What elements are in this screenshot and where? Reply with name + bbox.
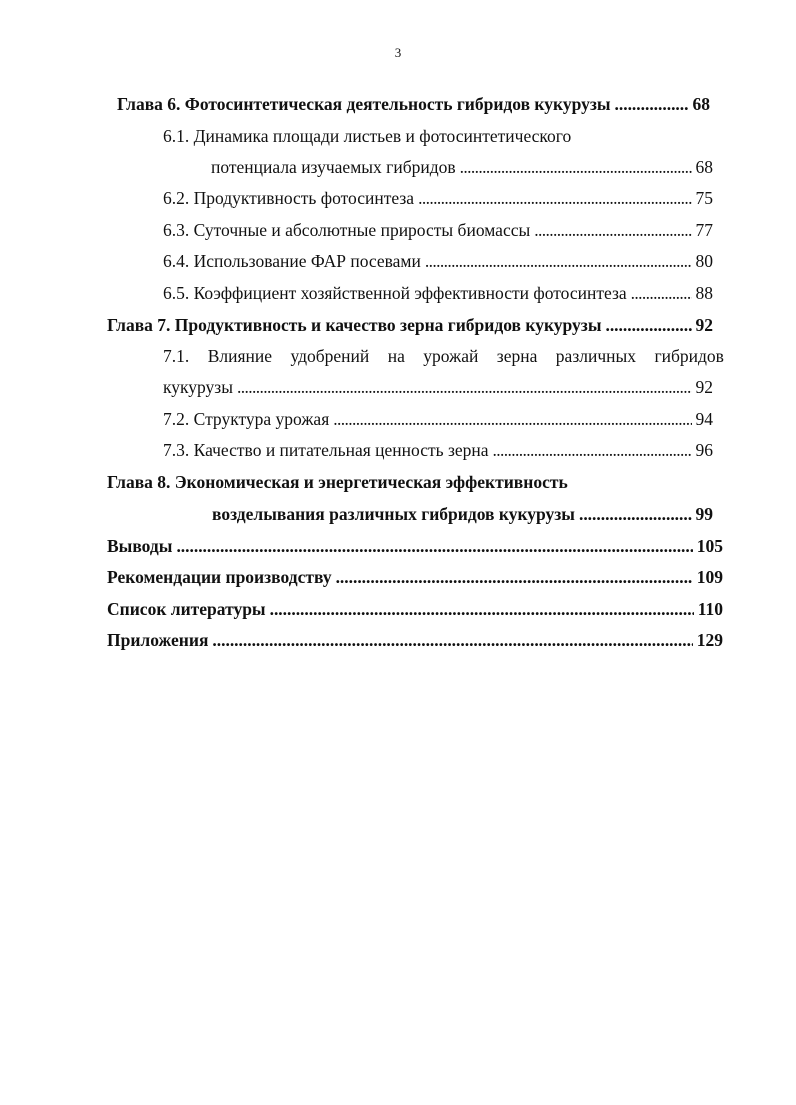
toc-entry-title: 6.5. Коэффициент хозяйственной эффективности фотосинтеза bbox=[163, 283, 627, 303]
toc-entry-title: Глава 7. Продуктивность и качество зерна гибридов кукурузы bbox=[107, 315, 602, 335]
toc-leader bbox=[534, 218, 691, 242]
toc-entry-recommendations[interactable] bbox=[107, 565, 723, 589]
toc-leader bbox=[460, 155, 692, 179]
toc-leader bbox=[493, 438, 692, 462]
toc-entry-title: Глава 6. Фотосинтетическая деятельность гибридов кукурузы bbox=[117, 94, 611, 114]
toc-word: удобрений bbox=[290, 346, 370, 366]
toc-leader bbox=[176, 534, 692, 558]
toc-entry-title: потенциала изучаемых гибридов bbox=[211, 157, 456, 177]
toc-word: на bbox=[387, 346, 405, 366]
toc-entry-title: Приложения bbox=[107, 630, 209, 650]
toc-word: гибридов bbox=[654, 346, 724, 366]
toc-word: различных bbox=[555, 346, 636, 366]
toc-entry-title: 6.4. Использование ФАР посевами bbox=[163, 251, 421, 271]
toc-entry-page: 68 bbox=[692, 94, 710, 114]
toc-entry-title: 6.2. Продуктивность фотосинтеза bbox=[163, 188, 415, 208]
toc-entry-title: Выводы bbox=[107, 536, 173, 556]
toc-entry-title: 7.2. Структура урожая bbox=[163, 409, 330, 429]
toc-entry-6-4[interactable] bbox=[163, 249, 713, 273]
toc-entry-7-2[interactable] bbox=[163, 407, 713, 431]
toc-leader bbox=[270, 597, 694, 621]
toc-entry-title: 6.3. Суточные и абсолютные приросты биомассы bbox=[163, 220, 531, 240]
toc-entry-page: 129 bbox=[696, 630, 723, 650]
toc-leader bbox=[631, 281, 692, 305]
toc-entry-page: 94 bbox=[695, 409, 713, 429]
toc-entry-chapter-7[interactable] bbox=[107, 313, 713, 337]
toc-word: 7.1. bbox=[163, 346, 190, 366]
toc-leader bbox=[336, 565, 693, 589]
toc-entry-page: 99 bbox=[695, 504, 713, 524]
toc-leader bbox=[425, 249, 692, 273]
toc-word: зерна bbox=[496, 346, 538, 366]
toc-entry-page: 68 bbox=[695, 157, 713, 177]
toc-entry-chapter-6[interactable] bbox=[117, 92, 710, 116]
toc-entry-title: Список литературы bbox=[107, 599, 266, 619]
toc-entry-chapter-8[interactable] bbox=[212, 502, 713, 526]
toc-leader bbox=[615, 92, 689, 116]
toc-entry-page: 92 bbox=[695, 377, 713, 397]
toc-leader bbox=[605, 313, 691, 337]
toc-entry-6-1[interactable] bbox=[211, 155, 713, 179]
toc-word: урожай bbox=[423, 346, 479, 366]
toc-entry-conclusions[interactable] bbox=[107, 534, 723, 558]
toc-leader bbox=[237, 375, 692, 399]
toc-entry-chapter-8-line1[interactable]: Глава 8. Экономическая и энергетическая эффективность bbox=[107, 472, 568, 492]
toc-entry-page: 96 bbox=[695, 440, 713, 460]
toc-entry-title: 7.3. Качество и питательная ценность зерна bbox=[163, 440, 489, 460]
toc-entry-page: 88 bbox=[695, 283, 713, 303]
toc-entry-6-3[interactable] bbox=[163, 218, 713, 242]
toc-entry-7-1-line1[interactable] bbox=[163, 344, 724, 368]
toc-entry-6-5[interactable] bbox=[163, 281, 713, 305]
toc-entry-7-1[interactable] bbox=[163, 375, 713, 399]
toc-entry-6-2[interactable] bbox=[163, 186, 713, 210]
toc-entry-title: кукурузы bbox=[163, 377, 233, 397]
toc-word: Влияние bbox=[207, 346, 273, 366]
toc-entry-7-3[interactable] bbox=[163, 438, 713, 462]
toc-leader bbox=[418, 186, 691, 210]
toc-entry-appendices[interactable] bbox=[107, 628, 723, 652]
toc-entry-title: возделывания различных гибридов кукурузы bbox=[212, 504, 575, 524]
page-number: 3 bbox=[394, 45, 402, 60]
toc-entry-page: 110 bbox=[697, 599, 723, 619]
toc-entry-page: 75 bbox=[695, 188, 713, 208]
toc-entry-page: 77 bbox=[695, 220, 713, 240]
toc-leader bbox=[333, 407, 691, 431]
toc-leader bbox=[579, 502, 692, 526]
toc-entry-page: 80 bbox=[695, 251, 713, 271]
toc-entry-page: 92 bbox=[695, 315, 713, 335]
toc-leader bbox=[212, 628, 692, 652]
toc-entry-title: Рекомендации производству bbox=[107, 567, 332, 587]
toc-entry-6-1-line1[interactable]: 6.1. Динамика площади листьев и фотосинтетического bbox=[163, 126, 572, 146]
toc-entry-page: 109 bbox=[696, 567, 723, 587]
toc-entry-page: 105 bbox=[696, 536, 723, 556]
toc-entry-references[interactable] bbox=[107, 597, 723, 621]
